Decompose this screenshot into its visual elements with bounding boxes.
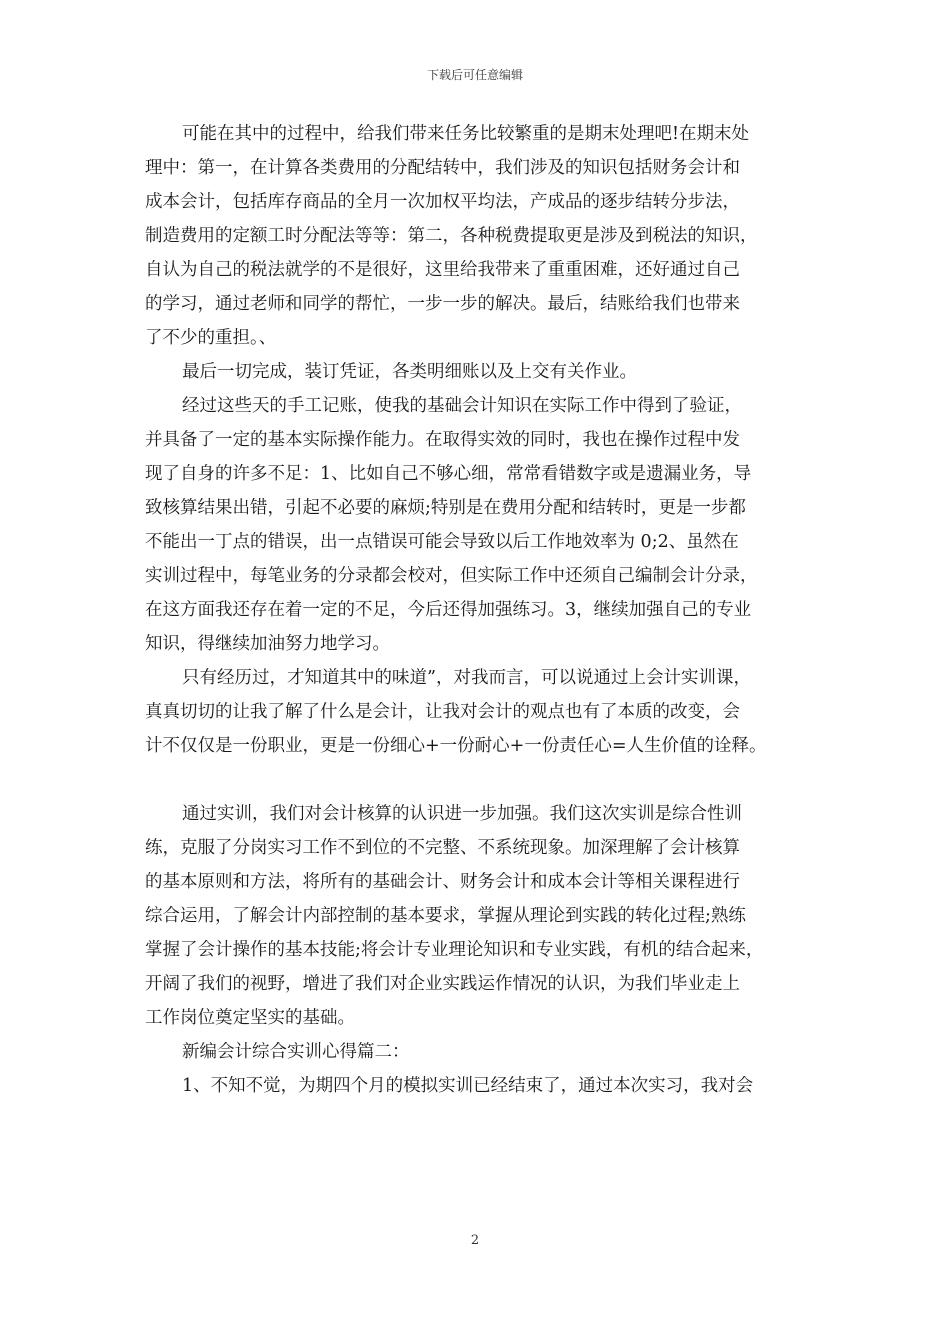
paragraph (145, 1069, 825, 1103)
text-line: 自认为自己的税法就学的不是很好，这里给我带来了重重困难，还好通过自己 (145, 260, 740, 280)
text-line: 的基本原则和方法，将所有的基础会计、财务会计和成本会计等相关课程进行 (145, 872, 740, 892)
text-line: 1、不知不觉，为期四个月的模拟实训已经结束了，通过本次实习，我对会 (182, 1076, 754, 1096)
text-line: 制造费用的定额工时分配法等等：第二，各种税费提取更是涉及到税法的知识， (145, 226, 758, 246)
text-line: 成本会计，包括库存商品的全月一次加权平均法，产成品的逐步结转分步法， (145, 192, 740, 212)
text-line: 真真切切的让我了解了什么是会计，让我对会计的观点也有了本质的改变，会 (145, 702, 740, 722)
text-line: 的学习，通过老师和同学的帮忙，一步一步的解决。最后，结账给我们也带来 (145, 294, 740, 314)
paragraph (145, 117, 825, 355)
blank-line (145, 763, 825, 797)
text-line: 可能在其中的过程中，给我们带来任务比较繁重的是期末处理吧!在期末处 (182, 124, 750, 144)
text-line: 实训过程中，每笔业务的分录都会校对，但实际工作中还须自己编制会计分录， (145, 566, 758, 586)
text-line: 在这方面我还存在着一定的不足，今后还得加强练习。3，继续加强自己的专业 (145, 600, 752, 620)
page-header: 下载后可任意编辑 (426, 68, 523, 82)
text-line: 不能出一丁点的错误，出一点错误可能会导致以后工作地效率为 0;2、虽然在 (145, 532, 739, 552)
paragraph (145, 661, 825, 763)
text-line: 致核算结果出错，引起不必要的麻烦;特别是在费用分配和结转时，更是一步都 (145, 498, 746, 518)
section-heading (145, 1035, 825, 1069)
text-line: 新编会计综合实训心得篇二： (182, 1042, 410, 1062)
paragraph (145, 355, 825, 389)
document-body (145, 117, 825, 1103)
text-line: 工作岗位奠定坚实的基础。 (145, 1008, 355, 1028)
text-line: 综合运用，了解会计内部控制的基本要求，掌握从理论到实践的转化过程;熟练 (145, 906, 746, 926)
paragraph (145, 389, 825, 661)
text-line: 通过实训，我们对会计核算的认识进一步加强。我们这次实训是综合性训 (182, 804, 742, 824)
text-line: 计不仅仅是一份职业，更是一份细心+一份耐心+一份责任心=人生价值的诠释。 (145, 736, 767, 756)
text-line: 知识，得继续加油努力地学习。 (145, 634, 390, 654)
text-line: 并具备了一定的基本实际操作能力。在取得实效的同时，我也在操作过程中发 (145, 430, 740, 450)
text-line: 开阔了我们的视野，增进了我们对企业实践运作情况的认识，为我们毕业走上 (145, 974, 740, 994)
text-line: 现了自身的许多不足：1、比如自己不够心细，常常看错数字或是遗漏业务，导 (145, 464, 752, 484)
text-line: 了不少的重担。、 (145, 328, 277, 348)
text-line: 只有经历过，才知道其中的味道”，对我而言，可以说通过上会计实训课， (182, 668, 751, 688)
paragraph (145, 797, 825, 1035)
text-line: 理中：第一，在计算各类费用的分配结转中，我们涉及的知识包括财务会计和 (145, 158, 740, 178)
page-number: 2 (470, 1233, 480, 1248)
text-line: 掌握了会计操作的基本技能;将会计专业理论知识和专业实践，有机的结合起来， (145, 940, 764, 960)
text-line: 练，克服了分岗实习工作不到位的不完整、不系统现象。加深理解了会计核算 (145, 838, 740, 858)
text-line: 经过这些天的手工记账，使我的基础会计知识在实际工作中得到了验证， (182, 396, 742, 416)
text-line: 最后一切完成，装订凭证，各类明细账以及上交有关作业。 (182, 362, 637, 382)
